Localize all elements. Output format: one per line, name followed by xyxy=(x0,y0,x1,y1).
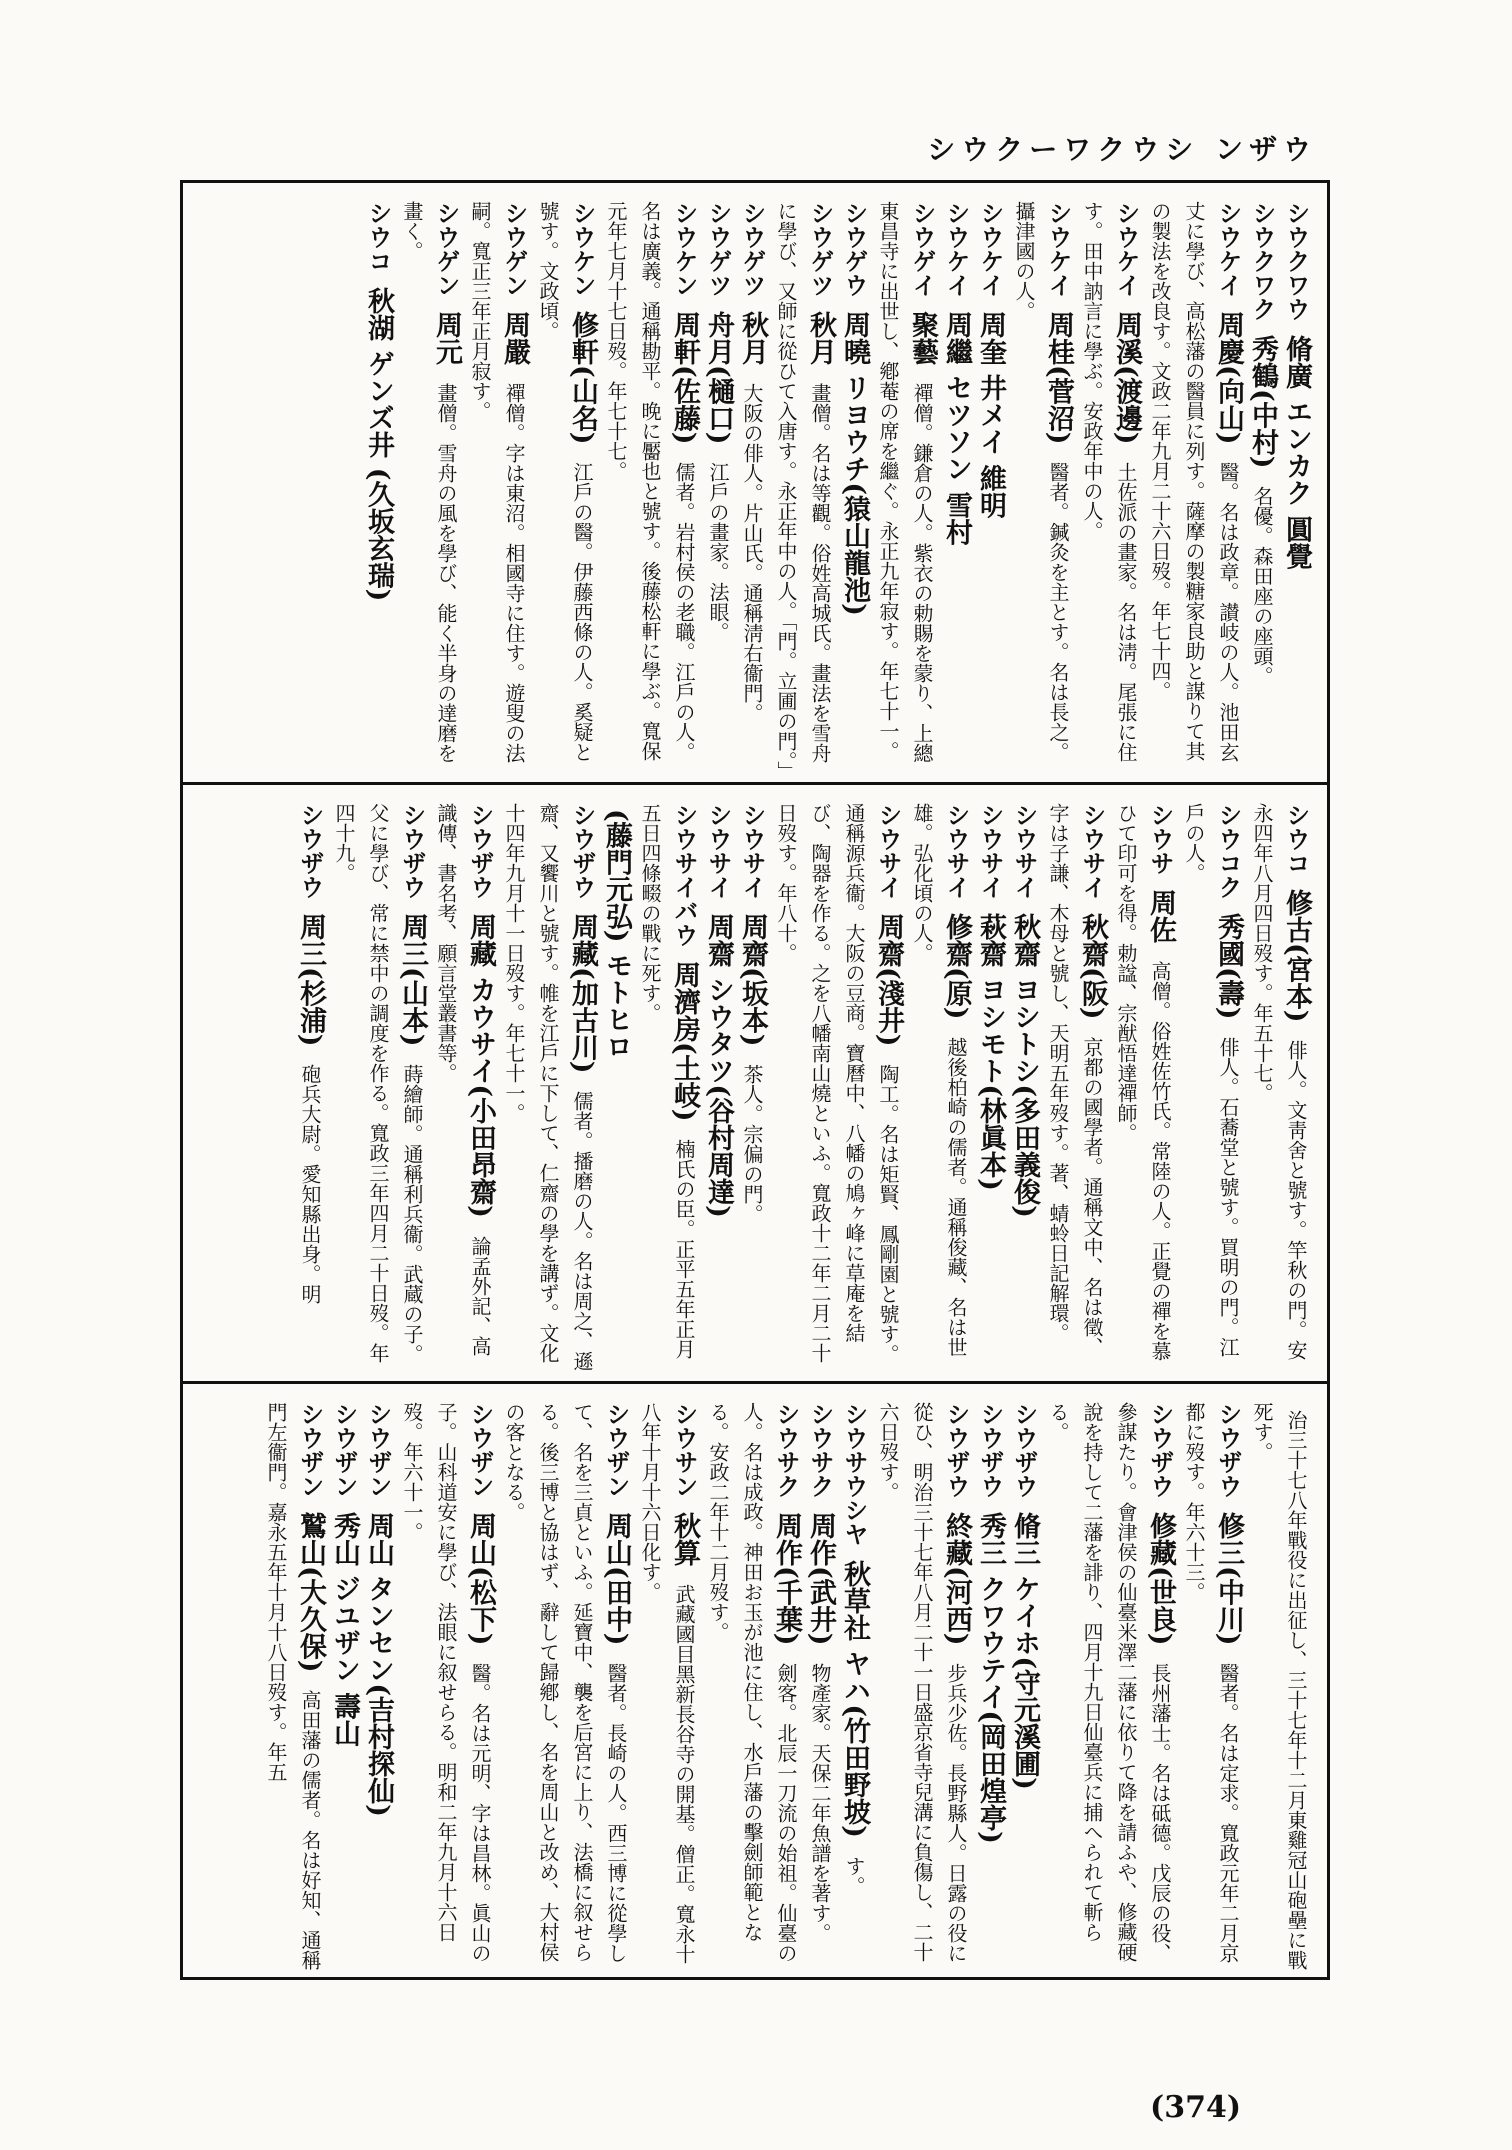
entry-kana: シウコク xyxy=(1214,803,1242,908)
dictionary-entry xyxy=(633,1402,701,1973)
dictionary-entry xyxy=(361,1402,395,1973)
entry-kana: シウゲン xyxy=(500,201,528,306)
dictionary-entry xyxy=(1007,201,1075,772)
page-number: (374) xyxy=(1150,2090,1242,2125)
entry-kana: シウケン xyxy=(670,201,698,306)
entry-kana: シウザウ xyxy=(1214,1402,1242,1507)
entry-kana: シウザウ xyxy=(1146,1402,1174,1507)
entry-kana: シウザン xyxy=(296,1402,324,1507)
entry-desc: 江戶の畫家。法眼。 xyxy=(706,462,730,643)
entry-desc: 蒔繪師。通稱利兵衞。武蔵の子。父に學び、常に禁中の調度を作る。寬政三年四月二十日歿。年四十九。 xyxy=(332,803,424,1365)
entry-kana: シウサイ xyxy=(738,803,766,908)
entry-name: 周齋(淺井) xyxy=(873,913,904,1057)
dictionary-entry xyxy=(395,201,463,772)
entry-kana: シウケイ xyxy=(942,201,970,306)
entry-desc: 物產家。天保二年魚譜を著す。 xyxy=(808,1663,832,1944)
entry-name: 秋算 xyxy=(669,1512,700,1576)
dictionary-entry xyxy=(633,803,701,1374)
entry-name: 周溪(渡邊) xyxy=(1111,311,1142,455)
entry-name: 周藏 カウサイ(小田昂齋) xyxy=(465,913,496,1228)
dictionary-entry xyxy=(973,803,1007,1374)
entry-name: 秋草社 ヤハ(竹田野坡) xyxy=(839,1560,870,1848)
entry-desc: 醫者。名は定求。寬政元年二月京都に歿す。年六十三。 xyxy=(1182,1402,1240,1964)
entry-desc: 醫。名は政章。讃岐の人。池田玄丈に學び、高松藩の醫員に列す。薩摩の製糖家良助と謀りて其の製法を改良す。文政二年九月二十六日歿。年七十四。 xyxy=(1148,201,1240,763)
tier-column-text xyxy=(183,785,1327,1384)
entry-name: 聚藝 xyxy=(907,311,938,375)
tier-middle xyxy=(183,782,1327,1384)
entry-name: 秀山 ジユザン 壽山 xyxy=(329,1512,360,1748)
dictionary-entry xyxy=(1109,803,1177,1374)
tier-column-text xyxy=(183,1384,1327,1983)
dictionary-entry xyxy=(259,1402,327,1973)
entry-kana: シウサウシヤ xyxy=(840,1402,868,1555)
entry-desc: す。 xyxy=(842,1855,866,1896)
entry-name: 舟月(樋口) xyxy=(703,311,734,455)
entry-name: 秋齋 ヨシトシ(多田義俊) xyxy=(1009,913,1040,1219)
dictionary-entry xyxy=(837,201,871,772)
entry-desc: 禪僧。鎌倉の人。紫衣の勅賜を蒙り、上總東昌寺に出世し、鄕菴の席を繼ぐ。永正九年寂す。年七十一。 xyxy=(876,201,934,763)
entry-kana: シウケイ xyxy=(976,201,1004,306)
tier-top xyxy=(183,183,1327,782)
dictionary-entry xyxy=(973,201,1007,772)
dictionary-entry xyxy=(973,1402,1007,1973)
entry-name: 周齋(坂本) xyxy=(737,913,768,1057)
entry-kana: シウサク xyxy=(772,1402,800,1507)
dictionary-entry xyxy=(701,803,735,1374)
running-header: シウクーワクウシ ンザウ xyxy=(927,133,1317,166)
dictionary-entry xyxy=(293,803,327,1374)
entry-desc: 武藏國目黑新長谷寺の開基。僧正。寬永十八年十月十六日化す。 xyxy=(638,1402,696,1964)
dictionary-entry xyxy=(1245,1402,1313,1973)
dictionary-entry xyxy=(1177,1402,1245,1973)
entry-name: 秋月 xyxy=(805,311,836,375)
entry-name: 萩齋 ヨシモト(林眞本) xyxy=(975,913,1006,1192)
entry-kana: シウクワウ xyxy=(1282,201,1310,330)
entry-kana: シウサイ xyxy=(874,803,902,908)
entry-kana: シウケイ xyxy=(1214,201,1242,306)
dictionary-entry xyxy=(769,201,837,781)
dictionary-entry xyxy=(361,201,395,772)
entry-kana: シウゲウ xyxy=(840,201,868,306)
entry-name: 秋月 xyxy=(737,311,768,375)
entry-kana: シウザウ xyxy=(398,803,426,908)
dictionary-entry xyxy=(769,803,905,1374)
dictionary-entry xyxy=(1245,803,1313,1374)
entry-name: 修齋(原) xyxy=(941,913,972,1030)
entry-name: 周繼 セツソン 雪村 xyxy=(941,311,972,547)
dictionary-entry xyxy=(395,1402,497,1973)
entry-kana: シウサイバウ xyxy=(670,803,698,956)
entry-desc: 畫僧。名は等觀。俗姓高城氏。畫法を雪舟に學び、又師に從ひて入唐す。永正年中の人。「門。立圃の門。」 xyxy=(774,201,832,781)
entry-kana: シウケイ xyxy=(1044,201,1072,306)
dictionary-entry xyxy=(1007,1402,1041,1973)
entry-kana: シウザウ xyxy=(466,803,494,908)
entry-kana: シウザウ xyxy=(568,803,596,908)
entry-desc: 俳人。文靑舍と號す。竿秋の門。安永四年八月四日歿す。年五十七。 xyxy=(1250,803,1308,1361)
dictionary-entry xyxy=(701,1402,803,1973)
entry-name: (藤門元弘) モトヒロ xyxy=(601,809,632,1060)
entry-name: 周曉 リヨウチ(猿山龍池) xyxy=(839,311,870,617)
dictionary-entry xyxy=(497,1402,633,1973)
entry-kana: シウザウ xyxy=(942,1402,970,1507)
dictionary-entry xyxy=(905,803,973,1374)
entry-kana: シウサイ xyxy=(976,803,1004,908)
entry-kana: シウサク xyxy=(806,1402,834,1507)
dictionary-entry xyxy=(327,1402,361,1973)
entry-kana: シウケン xyxy=(568,201,596,306)
entry-desc: 長州藩士。名は砥德。戊辰の役、參謀たり。會津侯の仙臺米澤二藩に依りて降を請ふや、修藏硬說を持して二藩を誹り、四月十九日仙臺兵に捕へられて斬らる。 xyxy=(1046,1402,1172,1964)
dictionary-entry xyxy=(735,201,769,772)
entry-desc: 江戶の醫。伊藤西條の人。奚疑と號す。文政頃。 xyxy=(536,201,594,763)
entry-kana: シウゲン xyxy=(432,201,460,306)
entry-name: 周齋 シウタツ(谷村周達) xyxy=(703,913,734,1219)
entry-kana: シウザウ xyxy=(296,803,324,908)
dictionary-entry xyxy=(1041,1402,1177,1973)
entry-name: 周軒(佐藤) xyxy=(669,311,700,455)
entry-desc: 陶工。名は矩賢、鳳剛園と號す。通稱源兵衞。大阪の豆商。寶曆中、八幡の鳩ヶ峰に草庵を結び、陶器を作る。之を八幡南山燒といふ。寬政十二年二月二十日歿す。年八十。 xyxy=(774,803,900,1365)
entry-kana: シウゲイ xyxy=(908,201,936,306)
entry-kana: シウザウ xyxy=(1010,1402,1038,1507)
dictionary-entry xyxy=(1177,803,1245,1374)
entry-name: 修軒(山名) xyxy=(567,311,598,455)
entry-desc: 治三十七八年戰役に出征し、三十七年十二月東雞冠山砲壘に戰死す。 xyxy=(1250,1402,1308,1970)
entry-desc: 越後柏崎の儒者。通稱俊藏、名は世雄。弘化頃の人。 xyxy=(910,803,968,1358)
entry-name: 周作(武井) xyxy=(805,1512,836,1656)
entry-kana: シウザン xyxy=(364,1402,392,1507)
dictionary-entry xyxy=(531,201,599,772)
entry-name: 修藏(世良) xyxy=(1145,1512,1176,1656)
entry-kana: シウゲツ xyxy=(738,201,766,306)
entry-kana: シウザン xyxy=(602,1402,630,1507)
entry-kana: シウサン xyxy=(670,1402,698,1507)
entry-desc: 禪僧。字は東沼。相國寺に住す。遊叟の法嗣。寬正三年正月寂す。 xyxy=(468,201,526,763)
dictionary-entry xyxy=(871,1402,973,1973)
entry-name: 脩三 ケイホ(守元溪圃) xyxy=(1009,1512,1040,1791)
entry-kana: シウゲツ xyxy=(704,201,732,306)
entry-desc: 砲兵大尉。愛知縣出身。明 xyxy=(298,1064,322,1305)
entry-name: 脩廣 エンカク 圓覺 xyxy=(1281,335,1312,571)
entry-kana: シウザン xyxy=(330,1402,358,1507)
entry-desc: 醫者。長崎の人。西三博に從學して、名を三貞といふ。延寶中、襲を后宮に上り、法橋に叙せらる。後三博と協はず、辭して歸鄕し、名を周山と改め、大村侯の客となる。 xyxy=(502,1402,628,1964)
entry-desc: 茶人。宗偏の門。 xyxy=(740,1064,764,1225)
dictionary-entry xyxy=(429,803,497,1374)
entry-desc: 論孟外記、高識傳、書名考、願言堂叢書等。 xyxy=(434,803,492,1356)
entry-name: 周桂(菅沼) xyxy=(1043,311,1074,455)
dictionary-entry xyxy=(1279,201,1313,772)
dictionary-entry xyxy=(735,803,769,1374)
entry-name: 周奎 井メイ 維明 xyxy=(975,311,1006,520)
dictionary-entry xyxy=(599,803,633,1374)
entry-name: 鷲山(大久保) xyxy=(295,1512,326,1683)
entry-name: 周山(田中) xyxy=(601,1512,632,1656)
entry-desc: 畫僧。雪舟の風を學び、能く半身の達磨を畫く。 xyxy=(400,201,458,763)
entry-name: 秋湖 ゲンズ井 (久坂玄瑞) xyxy=(363,287,394,602)
entry-kana: シウザウ xyxy=(976,1402,1004,1507)
tier-column-text xyxy=(183,183,1327,782)
dictionary-entry xyxy=(1041,803,1109,1374)
dictionary-entry xyxy=(599,201,701,772)
entry-desc: 楠氏の臣。正平五年正月五日四條畷の戰に死す。 xyxy=(638,803,696,1360)
entry-desc: 步兵少佐。長野縣人。日露の役に從ひ、明治三十七年八月二十一日盛京省寺兒溝に負傷し、二十六日歿す。 xyxy=(876,1402,968,1964)
entry-name: 修三(中川) xyxy=(1213,1512,1244,1656)
entry-kana: シウサ xyxy=(1146,803,1174,884)
dictionary-frame xyxy=(180,180,1330,1980)
entry-name: 秀鶴(中村) xyxy=(1247,335,1278,479)
entry-desc: 醫者。鍼灸を主とす。名は長之。攝津國の人。 xyxy=(1012,201,1070,763)
entry-name: 周三(山本) xyxy=(397,913,428,1057)
dictionary-entry xyxy=(803,1402,837,1973)
entry-desc: 醫。名は元明、字は昌林。眞山の子。山科道安に學び、法眼に叙せらる。明和二年九月十六日歿。年六十一。 xyxy=(400,1402,492,1964)
entry-desc: 名優。森田座の座頭。 xyxy=(1250,486,1274,687)
entry-desc: 大阪の俳人。片山氏。通稱淸右衞門。 xyxy=(740,382,764,723)
dictionary-entry xyxy=(1075,201,1143,772)
entry-kana: シウサイ xyxy=(1010,803,1038,908)
dictionary-entry xyxy=(837,1402,871,1973)
entry-kana: シウザン xyxy=(466,1402,494,1507)
entry-name: 周嚴 xyxy=(499,311,530,375)
entry-kana: シウサイ xyxy=(1078,803,1106,908)
entry-name: 秀三 クワウテイ(岡田煌亭) xyxy=(975,1512,1006,1845)
entry-kana: シウコ xyxy=(364,201,392,282)
entry-name: 秋齋(阪) xyxy=(1077,913,1108,1030)
dictionary-entry xyxy=(701,201,735,772)
dictionary-entry xyxy=(1143,201,1245,772)
entry-desc: 儒者。岩村侯の老職。江戶の人。名は廣義。通稱勘平。晚に靨也と號す。後藤松軒に學ぶ。寬保元年七月十七日歿。年七十七。 xyxy=(604,201,696,763)
dictionary-entry xyxy=(327,803,429,1374)
entry-kana: シウコ xyxy=(1282,803,1310,884)
entry-name: 周山 タンセン(吉村探仙) xyxy=(363,1512,394,1818)
entry-name: 終藏(河西) xyxy=(941,1512,972,1656)
entry-name: 周作(千葉) xyxy=(771,1512,802,1656)
dictionary-entry xyxy=(1245,201,1279,772)
entry-desc: 高僧。俗姓佐竹氏。常陸の人。正覺の禪を慕ひて印可を得。勅諡、宗猷悟達禪師。 xyxy=(1114,803,1172,1361)
dictionary-entry xyxy=(939,201,973,772)
entry-kana: シウサイ xyxy=(704,803,732,908)
entry-name: 周山(松下) xyxy=(465,1512,496,1656)
entry-desc: 京都の國學者。通稱文中、名は徵、字は子謙、木母と號し、天明五年歿す。著、蜻蛉日記解環。 xyxy=(1046,803,1104,1358)
entry-kana: シウクワク xyxy=(1248,201,1276,330)
entry-kana: シウゲツ xyxy=(806,201,834,306)
entry-name: 周元 xyxy=(431,311,462,375)
entry-desc: 高田藩の儒者。名は好知、通稱門左衞門。嘉永五年十月十八日歿す。年五 xyxy=(264,1402,322,1971)
entry-name: 周濟房(土岐) xyxy=(669,961,700,1132)
dictionary-entry xyxy=(463,201,531,772)
entry-name: 周藏(加古川) xyxy=(567,913,598,1084)
entry-name: 周佐 xyxy=(1145,889,1176,953)
entry-desc: 俳人。石蕎堂と號す。買明の門。江戶の人。 xyxy=(1182,803,1240,1358)
dictionary-entry xyxy=(871,201,939,772)
entry-name: 周三(杉浦) xyxy=(295,913,326,1057)
dictionary-entry xyxy=(497,803,599,1374)
entry-kana: シウサイ xyxy=(942,803,970,908)
entry-desc: 儒者。播磨の人。名は周之、遜齋、又饗川と號す。帷を江戶に下して、仁齋の學を講ず。文化十四年九月十一日歿す。年七十一。 xyxy=(502,803,594,1372)
dictionary-entry xyxy=(1007,803,1041,1374)
entry-name: 修古(宮本) xyxy=(1281,889,1312,1033)
tier-bottom xyxy=(183,1381,1327,1983)
entry-kana: シウケイ xyxy=(1112,201,1140,306)
entry-name: 周慶(向山) xyxy=(1213,311,1244,455)
entry-desc: 劍客。北辰一刀流の始祖。仙臺の人。名は成政。神田お玉が池に住し、水戶藩の擊劍師範となる。安政二年十二月歿す。 xyxy=(706,1402,798,1964)
entry-name: 秀國(壽) xyxy=(1213,913,1244,1030)
entry-desc: 土佐派の畫家。名は淸。尾張に住す。田中訥言に學ぶ。安政年中の人。 xyxy=(1080,201,1138,763)
